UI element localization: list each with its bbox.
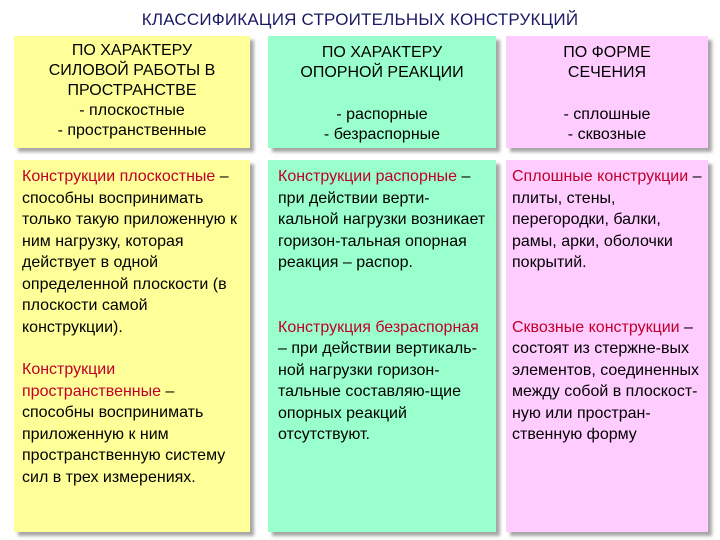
header-item: - распорные [336,106,428,123]
header-title-line: СИЛОВОЙ РАБОТЫ В [48,62,216,79]
definition-solid [512,166,702,274]
definition-text: –способны воспринимать только такую приложенную к ним нагрузку, которая действует в одной определенной плоскости (в плоскости самой конструкции). [22,168,238,336]
header-item: - безраспорные [323,126,441,143]
term-highlight: Конструкции пространственные [22,361,162,400]
term-highlight: Сплошные конструкции [512,168,689,185]
definition-spatial [22,359,242,488]
definition-text: – состоят из стержне-вых элементов, соединенных между собой в плоскост-ную или простран-ственную форму [512,318,700,443]
header-item: - пространственные [57,122,207,139]
header-item: - сквозные [567,126,647,143]
page-title: КЛАССИФИКАЦИЯ СТРОИТЕЛЬНЫХ КОНСТРУКЦИЙ [141,10,579,29]
header-title-line: ОПОРНОЙ РЕАКЦИИ [300,64,464,81]
body-box-section-form [506,160,708,532]
header-item: - плоскостные [79,102,185,119]
header-box-force-work [14,36,250,148]
header-box-support-reaction [268,36,496,148]
term-highlight: Конструкция безраспорная [278,318,479,336]
body-box-force-work [14,160,250,532]
header-item: - сплошные [563,106,651,123]
header-title-line: ПО ФОРМЕ [563,44,651,61]
term-highlight: Конструкции плоскостные [22,168,216,185]
header-title-line: СЕЧЕНИЯ [567,64,647,81]
definition-lattice [512,317,702,446]
definition-text: – способны воспринимать приложенную к ним пространственную систему сил в трех измерениях. [22,382,226,486]
body-box-support-reaction [268,160,496,532]
definition-no-thrust [278,317,486,446]
definition-text: – при действии верти-кальной нагрузки возникает горизон-тальная опорная реакция – распор. [278,168,486,271]
header-title-line: ПО ХАРАКТЕРУ [321,44,443,61]
definition-text: – при действии вертикаль-ной нагрузки горизон-тальные составляю-щие опорных реакций отсутствуют. [278,340,477,443]
header-title-line: ПРОСТРАНСТВЕ [67,82,197,99]
definition-plane [22,166,242,338]
definition-thrust [278,166,486,274]
term-highlight: Конструкции распорные [278,168,458,185]
term-highlight: Сквозные конструкции [512,318,680,336]
header-title-line: ПО ХАРАКТЕРУ [71,42,193,59]
header-box-section-form [506,36,708,148]
definition-text: – плиты, стены, перегородки, балки, рамы, арки, оболочки покрытий. [512,168,702,271]
